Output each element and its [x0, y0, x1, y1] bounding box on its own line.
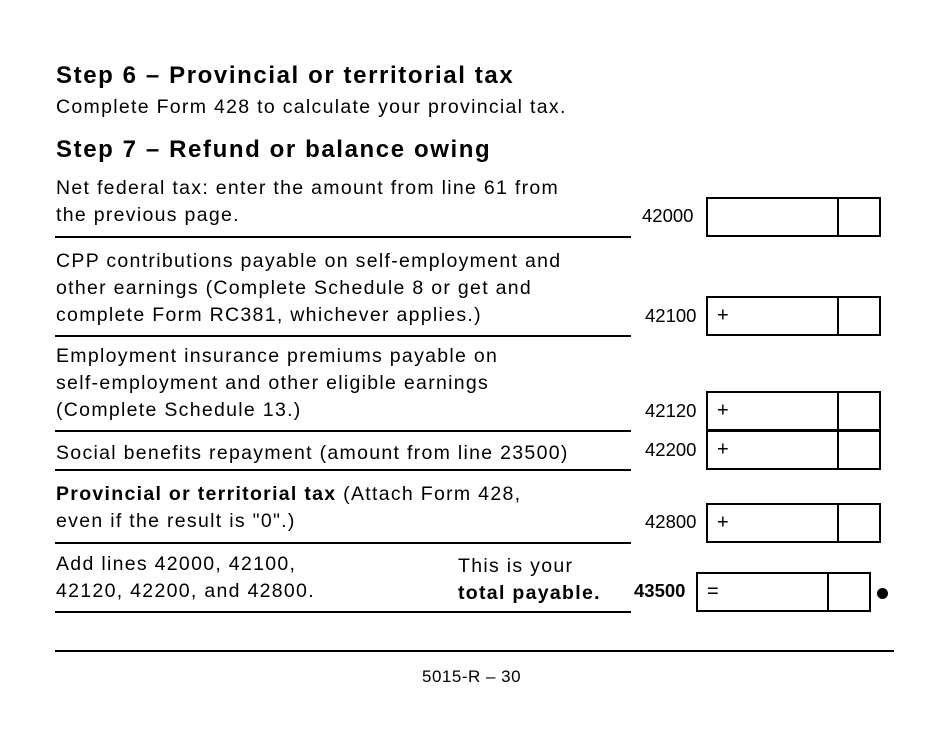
- row-42800-text-line2: even if the result is "0".): [56, 510, 296, 532]
- plus-operator: +: [717, 438, 729, 461]
- row-42800-label-rest: (Attach Form 428,: [336, 483, 522, 505]
- step7-heading: Step 7 – Refund or balance owing: [56, 136, 492, 163]
- row-42800-bold-label: Provincial or territorial tax: [56, 483, 337, 505]
- cents-divider: [837, 505, 839, 541]
- line-code-42200: 42200: [645, 439, 697, 460]
- cents-divider: [837, 432, 839, 468]
- row-42120-text-line2: self-employment and other eligible earnings: [56, 372, 490, 394]
- line-code-42120: 42120: [645, 400, 697, 421]
- row-42120-text-line3: (Complete Schedule 13.): [56, 399, 302, 421]
- line-code-42800: 42800: [645, 511, 697, 532]
- cents-divider: [837, 199, 839, 235]
- cents-divider: [837, 393, 839, 429]
- amount-field-43500[interactable]: [696, 572, 871, 612]
- row-42000-text-line1: Net federal tax: enter the amount from line 61 from: [56, 177, 560, 199]
- row-divider: [55, 430, 631, 432]
- row-42100-text-line1: CPP contributions payable on self-employment and: [56, 250, 562, 272]
- row-42800-text-line1: [56, 481, 521, 508]
- equals-operator: =: [707, 580, 719, 603]
- page-number: 5015-R – 30: [422, 667, 522, 686]
- amount-field-42000[interactable]: [706, 197, 881, 237]
- amount-field-42120[interactable]: [706, 391, 881, 431]
- step6-instruction: Complete Form 428 to calculate your provincial tax.: [56, 96, 567, 118]
- row-42100-text-line3: complete Form RC381, whichever applies.): [56, 304, 482, 326]
- total-instruction-line1: Add lines 42000, 42100,: [56, 553, 297, 575]
- total-label-line2: total payable.: [458, 582, 601, 604]
- line-code-42100: 42100: [645, 305, 697, 326]
- amount-field-42200[interactable]: [706, 430, 881, 470]
- line-code-43500: 43500: [634, 580, 686, 601]
- row-divider: [55, 611, 631, 613]
- row-divider: [55, 469, 631, 471]
- total-instruction-line2: 42120, 42200, and 42800.: [56, 580, 315, 602]
- amount-field-42800[interactable]: [706, 503, 881, 543]
- row-divider: [55, 236, 631, 238]
- plus-operator: +: [717, 304, 729, 327]
- amount-field-42100[interactable]: [706, 296, 881, 336]
- row-42000-text-line2: the previous page.: [56, 204, 240, 226]
- row-42100-text-line2: other earnings (Complete Schedule 8 or get and: [56, 277, 533, 299]
- row-42120-text-line1: Employment insurance premiums payable on: [56, 345, 499, 367]
- footer-rule: [55, 650, 894, 652]
- cents-divider: [837, 298, 839, 334]
- row-divider: [55, 542, 631, 544]
- plus-operator: +: [717, 511, 729, 534]
- cents-divider: [827, 574, 829, 610]
- bullet-icon: [877, 588, 888, 599]
- row-42200-text: Social benefits repayment (amount from line 23500): [56, 442, 569, 464]
- plus-operator: +: [717, 399, 729, 422]
- row-divider: [55, 335, 631, 337]
- total-label-line1: This is your: [458, 555, 574, 577]
- line-code-42000: 42000: [642, 205, 694, 226]
- step6-heading: Step 6 – Provincial or territorial tax: [56, 62, 515, 89]
